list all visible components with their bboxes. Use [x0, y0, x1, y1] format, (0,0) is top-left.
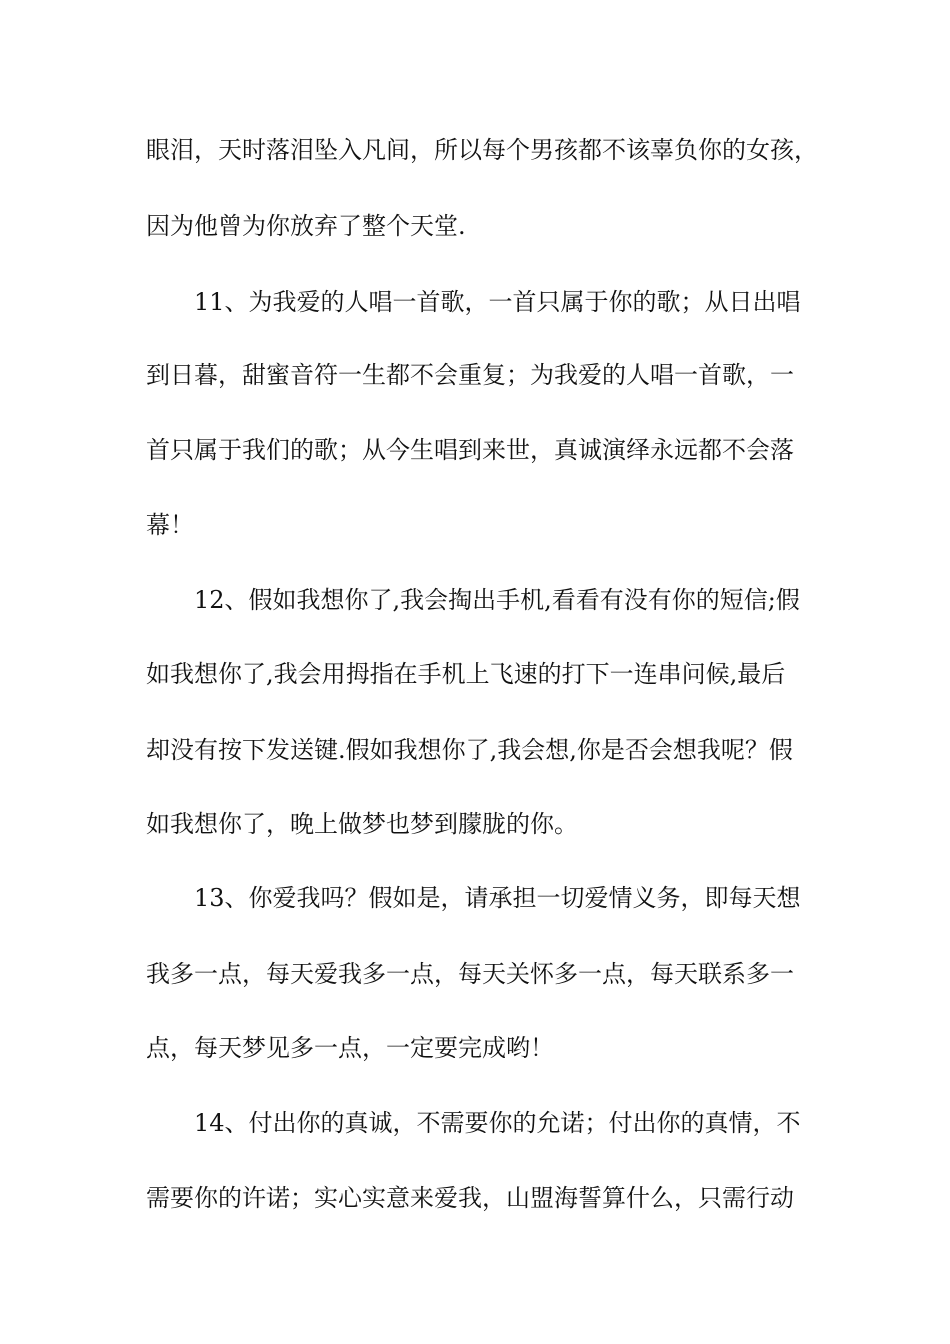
text-line: 如我想你了，晚上做梦也梦到朦胧的你。 [146, 810, 578, 838]
text-line: 首只属于我们的歌；从今生唱到来世，真诚演绎永远都不会落 [146, 436, 794, 464]
text-line: 点，每天梦见多一点，一定要完成哟！ [146, 1034, 554, 1062]
text-line: 需要你的许诺；实心实意来爱我，山盟海誓算什么，只需行动 [146, 1184, 794, 1212]
text-line: 我多一点，每天爱我多一点，每天关怀多一点，每天联系多一 [146, 960, 794, 988]
text-line: 到日暮，甜蜜音符一生都不会重复；为我爱的人唱一首歌，一 [146, 361, 794, 389]
text-line: 因为他曾为你放弃了整个天堂. [146, 212, 466, 240]
paragraph-start-line: 12、假如我想你了,我会掏出手机,看看有没有你的短信;假 [194, 586, 800, 614]
paragraph-start-line: 13、你爱我吗？假如是，请承担一切爱情义务，即每天想 [194, 884, 801, 912]
text-line: 如我想你了,我会用拇指在手机上飞速的打下一连串问候,最后 [146, 660, 786, 688]
text-line: 眼泪，天时落泪坠入凡间，所以每个男孩都不该辜负你的女孩， [146, 136, 818, 164]
paragraph-start-line: 11、为我爱的人唱一首歌，一首只属于你的歌；从日出唱 [194, 288, 801, 316]
text-line: 幕！ [146, 511, 194, 539]
text-line: 却没有按下发送键.假如我想你了,我会想,你是否会想我呢？假 [146, 736, 793, 764]
paragraph-start-line: 14、付出你的真诚，不需要你的允诺；付出你的真情，不 [194, 1109, 801, 1137]
